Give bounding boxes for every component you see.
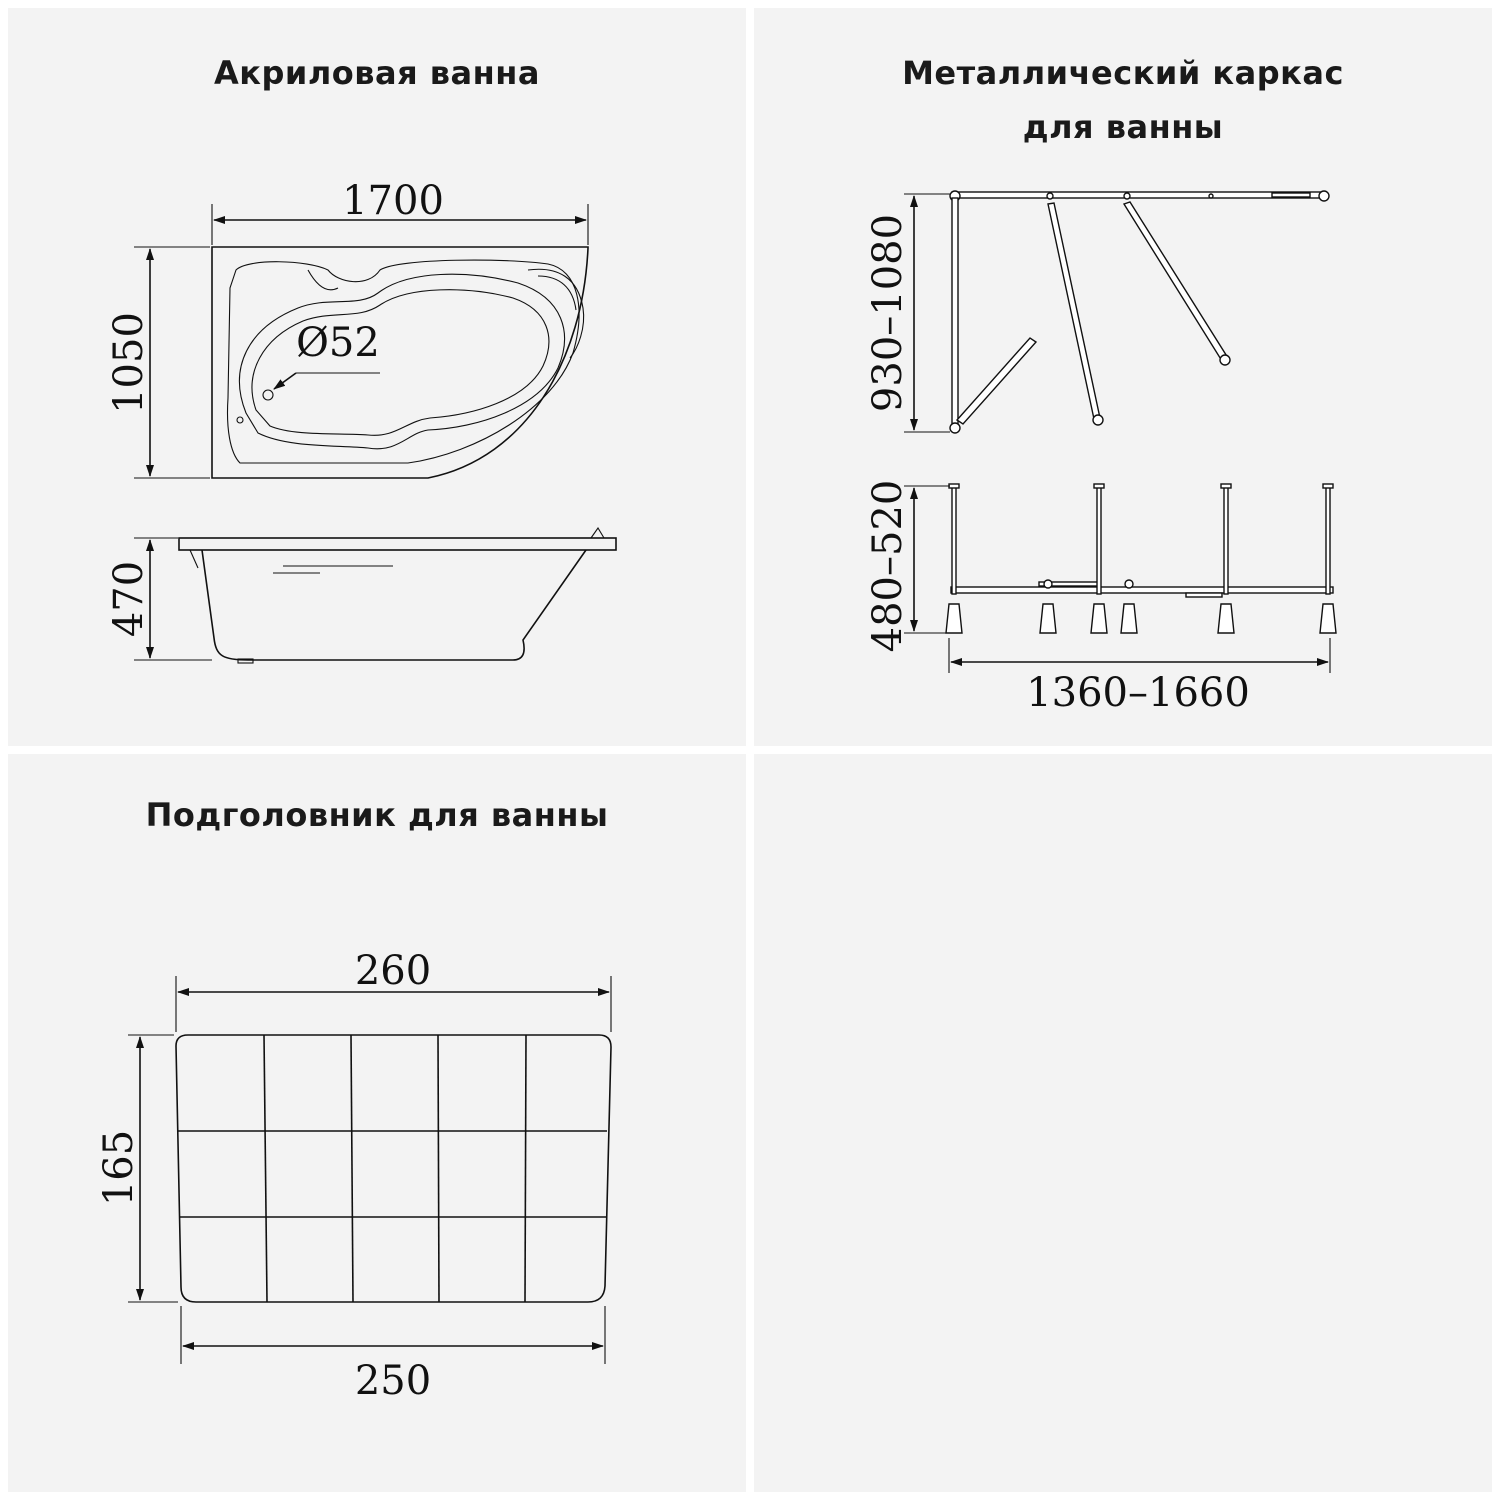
- height-label: 470: [106, 560, 152, 638]
- top-width-label: 260: [354, 948, 432, 994]
- bathtub-side-view: [179, 528, 616, 663]
- length-label: 1700: [342, 178, 444, 224]
- headrest-drawing: [8, 754, 746, 1492]
- frame-legs: [949, 484, 1333, 594]
- bottom-width-label: 250: [354, 1358, 432, 1404]
- frame-title-line2: для ванны: [1022, 108, 1224, 146]
- leg-height-label: 480–520: [865, 479, 911, 653]
- frame-panel: [754, 8, 1492, 746]
- bathtub-panel: [8, 8, 746, 746]
- drain-diameter-label: Ø52: [296, 320, 380, 366]
- frame-length-label: 1360–1660: [1026, 670, 1250, 716]
- width-label: 1050: [106, 312, 152, 414]
- headrest-panel: [8, 754, 746, 1492]
- bathtub-drawing: [8, 8, 746, 746]
- frame-title-line1: Металлический каркас: [902, 54, 1344, 92]
- headrest-height-label: 165: [96, 1129, 142, 1207]
- frame-height-label: 930–1080: [865, 213, 911, 413]
- bathtub-title: Акриловая ванна: [214, 54, 540, 92]
- bathtub-top-view: [212, 247, 588, 478]
- headrest-title: Подголовник для ванны: [145, 796, 609, 834]
- empty-panel: [754, 754, 1492, 1492]
- headrest-shape: [176, 1035, 611, 1302]
- frame-side-view: [946, 484, 1336, 633]
- frame-top-view: [950, 191, 1329, 433]
- frame-drawing: [754, 8, 1492, 746]
